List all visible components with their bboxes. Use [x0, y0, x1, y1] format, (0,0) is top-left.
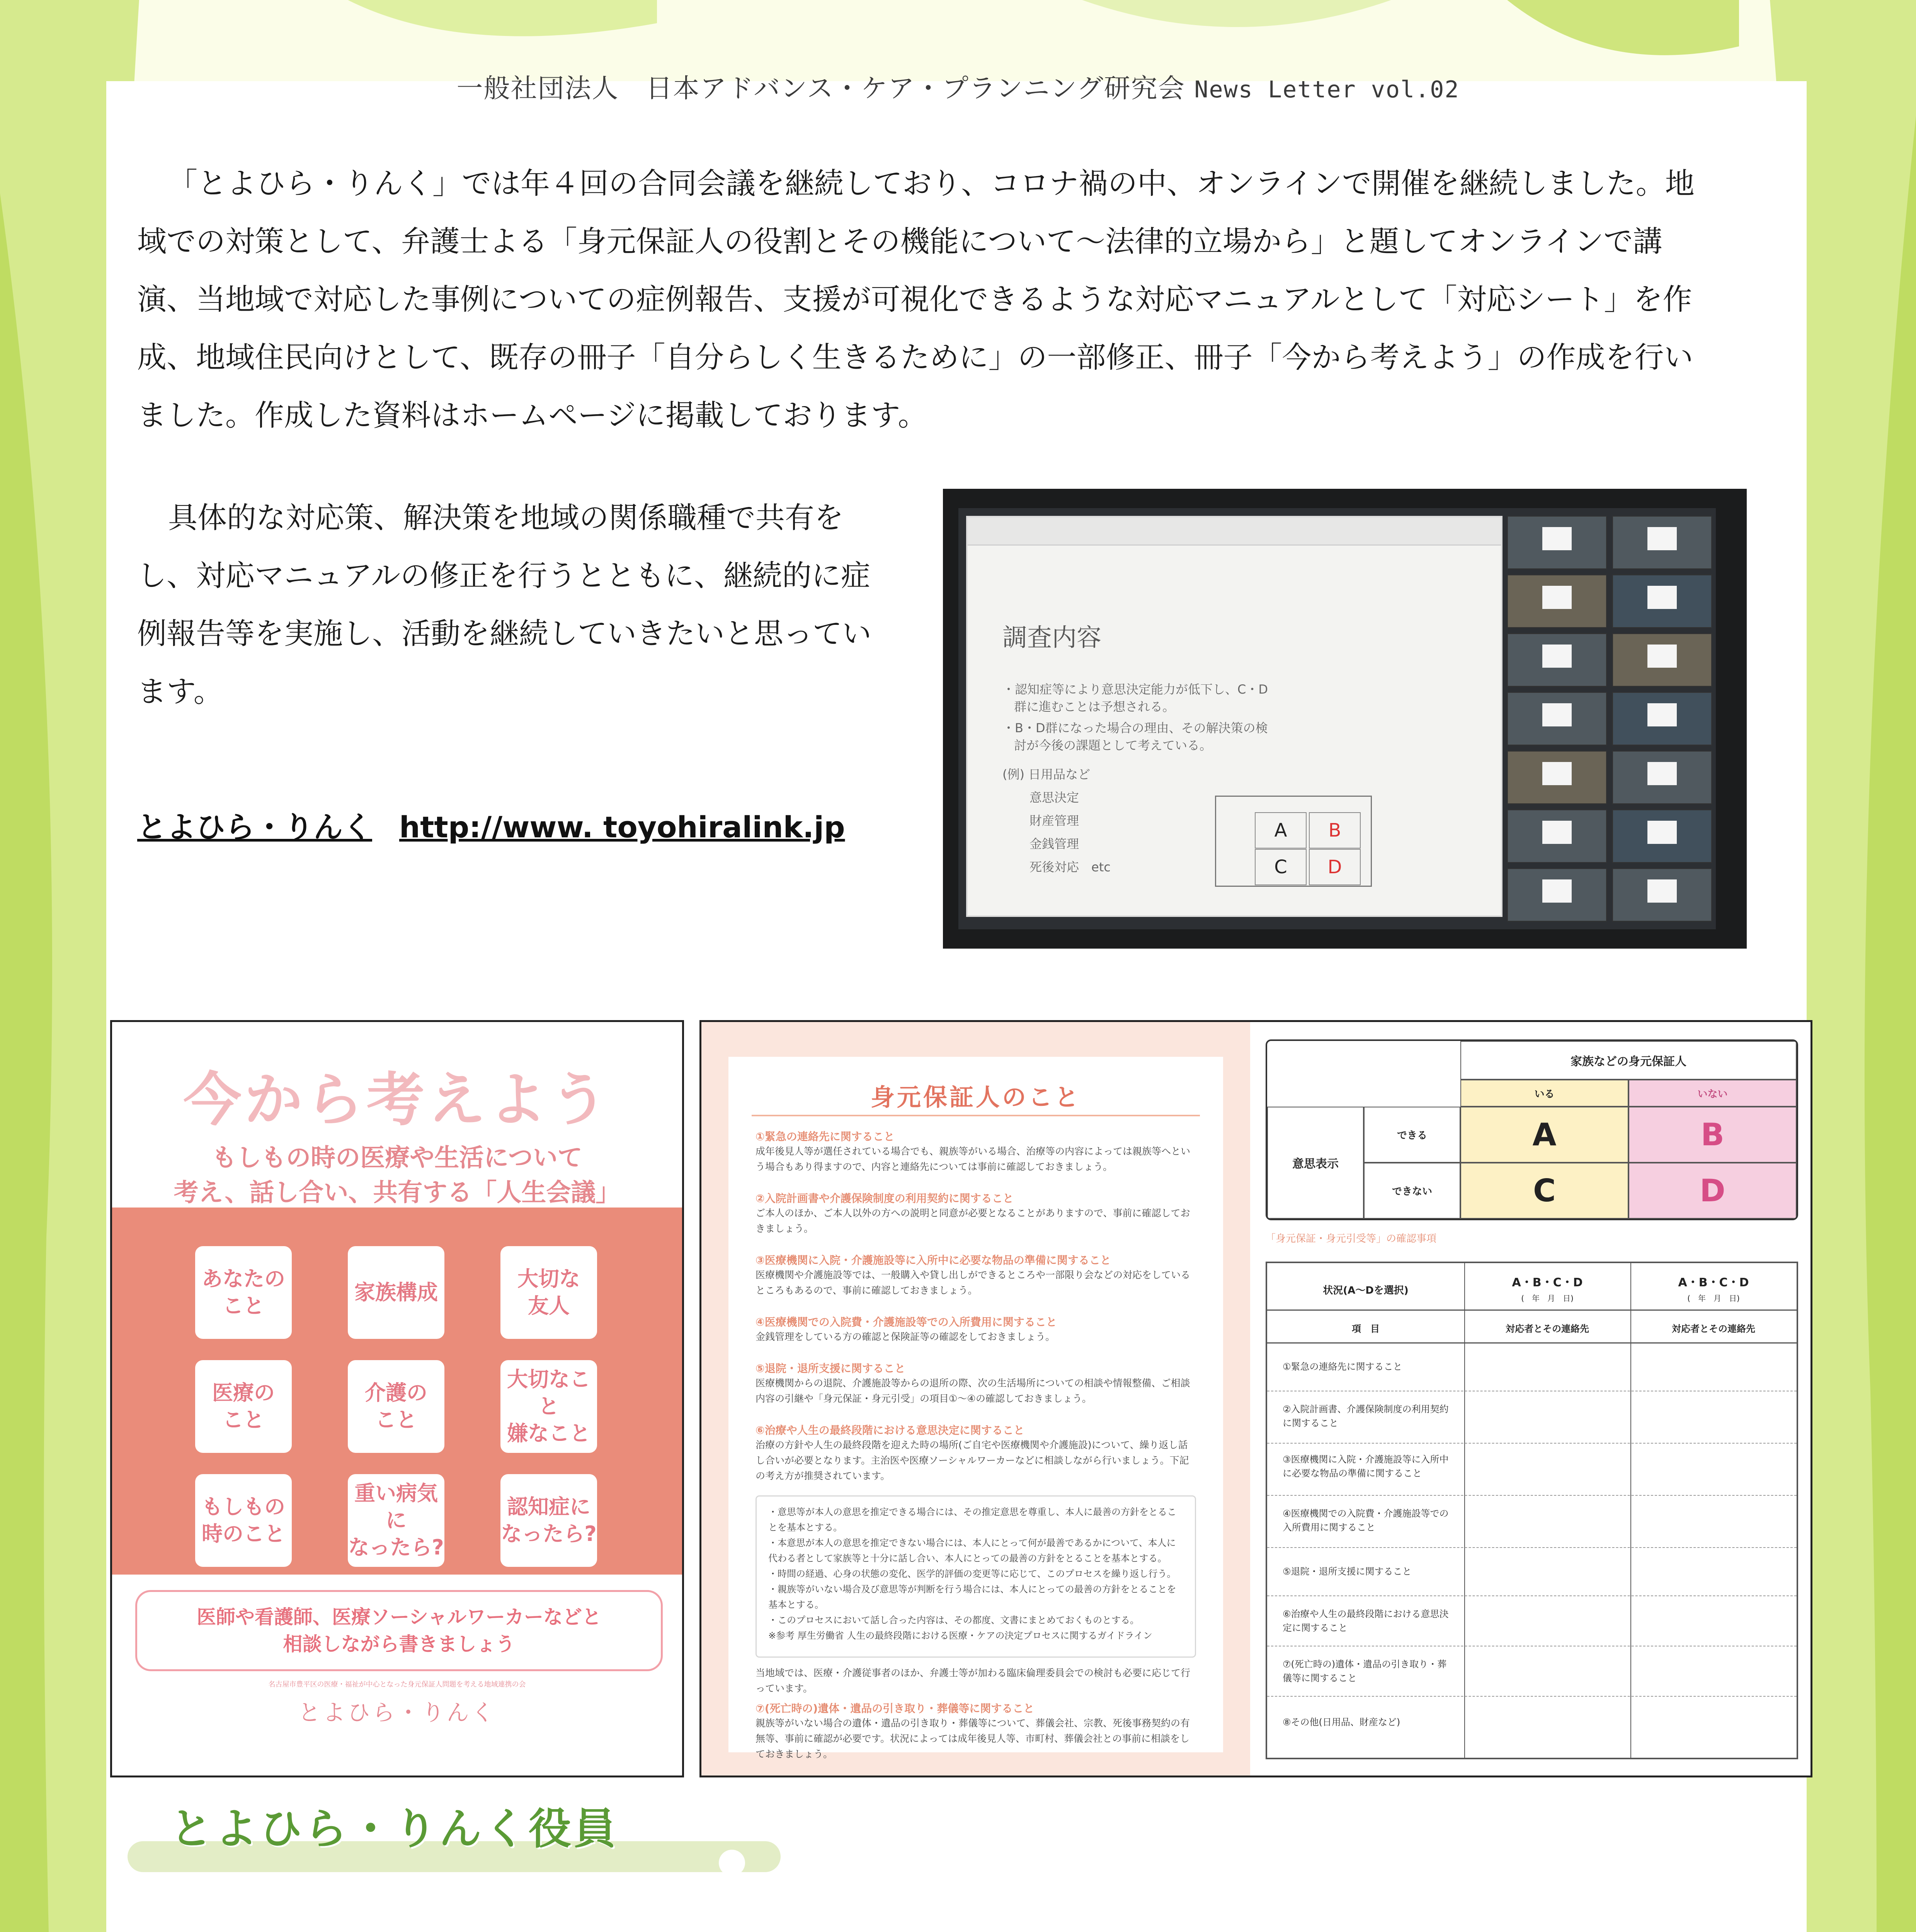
- matrix-col-iru: いる: [1460, 1080, 1628, 1107]
- item-body: 治療の方針や人生の最終段階を迎えた時の場所(ご自宅や医療機関や介護施設)について、繰り返し話し合いが必要となります。主治医や医療ソーシャルワーカーなどに相談しながら行いましょう。下記の考え方が推奨されています。: [756, 1439, 1189, 1481]
- matrix-cell-d: D: [1628, 1163, 1797, 1219]
- website-link-line[interactable]: [137, 804, 872, 846]
- item-body: 医療機関や介護施設等では、一般購入や貸し出しができるところや一部限り会などの対応をしているところもあるので、事前に確認しておきましょう。: [756, 1269, 1191, 1296]
- matrix-row-dekinai: できない: [1364, 1163, 1460, 1219]
- guarantor-item: [756, 1252, 1196, 1298]
- name-char: [596, 1927, 625, 1932]
- matrix-cell: C: [1255, 849, 1307, 885]
- spread-left-page: [701, 1022, 1250, 1776]
- item-heading: ⑤退院・退所支援に関すること: [756, 1362, 905, 1375]
- participant-tile: [1507, 868, 1607, 922]
- document-line: 群に進むことは予想される。: [1014, 699, 1175, 714]
- brochure-cover: [110, 1020, 684, 1777]
- cover-tile: もしもの 時のこと: [195, 1474, 292, 1567]
- cover-tile: あなたの こと: [195, 1246, 292, 1339]
- officer-role: [184, 1927, 361, 1932]
- item-heading: ③医療機関に入院・介護施設等に入所中に必要な物品の準備に関すること: [756, 1254, 1111, 1267]
- cover-publisher: とよひら・りんく: [298, 1699, 496, 1726]
- link-url[interactable]: http://www. toyohiralink.jp: [399, 810, 845, 844]
- officers-title: とよひら・りんく役員: [170, 1804, 618, 1854]
- participant-tile: [1612, 868, 1712, 922]
- column-divider: [1464, 1263, 1465, 1758]
- participant-tile: [1612, 692, 1712, 745]
- document-line: ・認知症等により意思決定能力が低下し、C・D: [1002, 682, 1268, 697]
- guarantor-item: [756, 1422, 1196, 1484]
- table-row: [1267, 1310, 1797, 1311]
- guarantor-title: 身元保証人のこと: [870, 1083, 1081, 1111]
- table-row: [1267, 1547, 1797, 1548]
- item-heading: ①緊急の連絡先に関すること: [756, 1130, 895, 1143]
- checklist-item: ⑧その他(日用品、財産など): [1283, 1717, 1400, 1728]
- document-item: 意思決定: [1029, 790, 1079, 805]
- document-line: ・B・D群になった場合の理由、その解決策の検: [1002, 721, 1268, 735]
- participant-video-grid: [1507, 516, 1712, 922]
- document-title: 調査内容: [1002, 624, 1101, 652]
- col-abcd: A・B・C・D: [1678, 1276, 1749, 1289]
- matrix-cell-b: B: [1628, 1107, 1797, 1163]
- participant-tile: [1612, 633, 1712, 687]
- newsletter-header: [0, 68, 1916, 105]
- column-divider: [1630, 1263, 1631, 1758]
- brochure-spread: [699, 1020, 1812, 1777]
- table-row: [1267, 1342, 1797, 1344]
- name-char: [500, 1927, 529, 1932]
- role-char: [332, 1927, 361, 1932]
- item-body: 金銭管理をしている方の確認と保険証等の確認をしておきましょう。: [756, 1331, 1055, 1342]
- item-body: 医療機関からの退院、介護施設等からの退所の際、次の生活場所についての相談や情報整備、ご相談内容の引継や「身元保証・身元引受」の項目①～④の確認しておきましょう。: [756, 1378, 1190, 1404]
- guarantor-item: [756, 1128, 1196, 1175]
- matrix-cell: D: [1309, 849, 1361, 885]
- second-paragraph: 具体的な対応策、解決策を地域の関係職種で共有をし、対応マニュアルの修正を行うとともに、継続的に症例報告等を実施し、活動を継続していきたいと思っています。: [137, 500, 871, 709]
- cover-tile: 家族構成: [348, 1246, 444, 1339]
- divider: [752, 1115, 1200, 1116]
- checklist-item: ⑤退院・退所支援に関すること: [1283, 1566, 1412, 1577]
- guideline-note-box: [756, 1495, 1196, 1658]
- officers-table: [164, 1917, 1157, 1932]
- checklist-item: ①緊急の連絡先に関すること: [1283, 1361, 1402, 1372]
- item-heading: ②入院計画書や介護保険制度の利用契約に関すること: [756, 1192, 1014, 1205]
- cover-tile-band: [112, 1208, 682, 1575]
- matrix-row-label: 意思表示: [1267, 1107, 1364, 1219]
- date-hint: ( 年 月 日): [1521, 1294, 1574, 1303]
- guarantor-item: [756, 1190, 1196, 1236]
- role-char: [184, 1927, 213, 1932]
- item-body: 成年後見人等が選任されている場合でも、親族等がいる場合、治療等の内容によっては親族等へという場合もあり得ますので、内容と連絡先については事前に確認しておきましょう。: [756, 1146, 1191, 1172]
- document-toolbar: [968, 517, 1501, 546]
- col-abcd: A・B・C・D: [1512, 1276, 1583, 1289]
- checklist-item: ③医療機関に入院・介護施設等に入所中に必要な物品の準備に関すること: [1283, 1454, 1449, 1479]
- cover-subtitle: もしもの時の医療や生活について: [212, 1144, 582, 1172]
- cover-tile: 認知症に なったら?: [500, 1474, 597, 1567]
- name-char: [452, 1927, 482, 1932]
- document-item: 金銭管理: [1029, 837, 1079, 851]
- note-line: ・意思等が本人の意思を推定できる場合には、その推定意思を尊重し、本人に最善の方針をとることを基本とする。: [768, 1507, 1176, 1533]
- participant-tile: [1507, 751, 1607, 804]
- item-heading: ④医療機関での入院費・介護施設等での入所費用に関すること: [756, 1316, 1057, 1328]
- cover-subtitle: 考え、話し合い、共有する「人生会議」: [174, 1179, 621, 1207]
- monitor-screen: [958, 508, 1716, 929]
- cover-tile: 医療の こと: [195, 1360, 292, 1453]
- participant-tile: [1612, 810, 1712, 863]
- document-line: (例) 日用品など: [1002, 767, 1091, 782]
- cover-small-text: 名古屋市豊平区の医療・福祉が中心となった身元保証人問題を考える地域連携の会: [268, 1680, 526, 1689]
- document-item: 財産管理: [1029, 813, 1079, 828]
- cover-title: 今から考えよう: [183, 1066, 611, 1134]
- checklist-item: ②入院計画書、介護保険制度の利用契約に関すること: [1283, 1404, 1449, 1429]
- guarantor-item: [756, 1360, 1196, 1406]
- note-line: ・親族等がいない場合及び意思等が判断を行う場合には、本人にとっての最善の方針をとることを基本とする。: [768, 1584, 1176, 1610]
- note-line: ※参考 厚生労働省 人生の最終段階における医療・ケアの決定プロセスに関するガイドライン: [768, 1630, 1152, 1641]
- matrix-cell: A: [1255, 812, 1307, 849]
- col-item: 項 目: [1352, 1323, 1380, 1334]
- checklist-title: 「身元保証・身元引受等」の確認事項: [1266, 1233, 1437, 1245]
- checklist-item: ⑦(死亡時の)遺体・遺品の引き取り・葬儀等に関すること: [1283, 1659, 1447, 1684]
- date-hint: ( 年 月 日): [1687, 1294, 1740, 1303]
- item-body: 親族等がいない場合の遺体・遺品の引き取り・葬儀等について、葬儀会社、宗教、死後事務契約の有無等、事前に確認が必要です。状況によっては成年後見人等、市町村、葬儀会社との事前に相談をしておきましょう。: [756, 1718, 1190, 1760]
- participant-tile: [1612, 516, 1712, 569]
- table-row: [1267, 1696, 1797, 1697]
- note-line: ・このプロセスにおいて話し合った内容は、その都度、文書にまとめておくものとする。: [768, 1615, 1139, 1626]
- table-row: [1267, 1495, 1797, 1496]
- officers-banner: [128, 1795, 784, 1872]
- online-meeting-photo: [943, 489, 1747, 949]
- participant-tile: [1507, 575, 1607, 628]
- officer-name: [452, 1927, 672, 1932]
- participant-tile: [1507, 516, 1607, 569]
- document-line: 討が今後の課題として考えている。: [1014, 738, 1212, 753]
- col-contact: 対応者とその連絡先: [1506, 1323, 1589, 1334]
- note-line: ・時間の経過、心身の状態の変化、医学的評価の変更等に応じて、このプロセスを繰り返し行う。: [768, 1568, 1176, 1579]
- matrix-cell-a: A: [1460, 1107, 1628, 1163]
- link-name: とよひら・りんく: [137, 810, 372, 844]
- cover-tile: 大切なこと 嫌なこと: [500, 1360, 597, 1453]
- table-row: [1267, 1595, 1797, 1596]
- document-matrix: [1215, 796, 1372, 887]
- matrix-cell: B: [1309, 812, 1361, 849]
- item-body: 当地域では、医療・介護従事者のほか、弁護士等が加わる臨床倫理委員会での検討も必要に応じて行っています。: [756, 1667, 1191, 1694]
- participant-tile: [1507, 810, 1607, 863]
- checklist-table: [1266, 1262, 1798, 1759]
- guarantor-matrix: [1266, 1039, 1798, 1220]
- shared-document: [966, 516, 1503, 917]
- participant-tile: [1612, 575, 1712, 628]
- table-row: [1267, 1443, 1797, 1444]
- guarantor-card: [728, 1057, 1223, 1760]
- checklist-item: ⑥治療や人生の最終段階における意思決定に関すること: [1283, 1609, 1449, 1633]
- matrix-row-dekiru: できる: [1364, 1107, 1460, 1163]
- participant-tile: [1612, 751, 1712, 804]
- cover-tile: 重い病気に なったら?: [348, 1474, 444, 1567]
- item-heading: ⑥治療や人生の最終段階における意思決定に関すること: [756, 1424, 1024, 1437]
- checklist-item: ④医療機関での入院費・介護施設等での入所費用に関すること: [1283, 1508, 1449, 1533]
- col-status: 状況(A～Dを選択): [1323, 1285, 1409, 1296]
- item-body: ご本人のほか、ご本人以外の方への説明と同意が必要となることがありますので、事前に確認しておきましょう。: [756, 1208, 1190, 1234]
- matrix-cell-c: C: [1460, 1163, 1628, 1219]
- item-heading: ⑦(死亡時の)遺体・遺品の引き取り・葬儀等に関すること: [756, 1702, 1035, 1715]
- document-item: 死後対応 etc: [1029, 860, 1111, 874]
- participant-tile: [1507, 633, 1607, 687]
- guarantor-after-note: [756, 1665, 1196, 1696]
- cover-tile: 大切な 友人: [500, 1246, 597, 1339]
- name-char: [548, 1927, 577, 1932]
- note-line: ・本意思が本人の意思を推定できない場合には、本人にとって何が最善であるかについて、本人に代わる者として家族等と十分に話し合い、本人にとっての最善の方針をとることを基本とする。: [768, 1537, 1176, 1564]
- guarantor-item: [756, 1314, 1196, 1345]
- spread-right-page: [1258, 1022, 1811, 1776]
- cover-tile: 介護の こと: [348, 1360, 444, 1453]
- header-newsletter: News Letter vol.02: [1194, 76, 1460, 103]
- matrix-col-inai: いない: [1628, 1080, 1797, 1107]
- matrix-header: 家族などの身元保証人: [1460, 1041, 1797, 1080]
- cover-advice-box: 医師や看護師、医療ソーシャルワーカーなどと 相談しながら書きましょう: [135, 1590, 663, 1671]
- header-org: 一般社団法人 日本アドバンス・ケア・プランニング研究会: [456, 73, 1185, 104]
- banner-dot: [719, 1850, 745, 1876]
- officer-row: [164, 1917, 1157, 1932]
- col-contact: 対応者とその連絡先: [1672, 1323, 1755, 1334]
- intro-paragraph: 「とよひら・りんく」では年４回の合同会議を継続しており、コロナ禍の中、オンラインで開催を継続しました。地域での対策として、弁護士よる「身元保証人の役割とその機能について～法律的立場から」と題してオンラインで講演、当地域で対応した事例についての症例報告、支援が可視化できるような対応マニュアルとして「対応シート」を作成、地域住民向けとして、既存の冊子「自分らしく生きるために」の一部修正、冊子「今から考えよう」の作成を行いました。作成した資料はホームページに掲載しております。: [137, 166, 1695, 432]
- participant-tile: [1507, 692, 1607, 745]
- name-char: [643, 1927, 672, 1932]
- guarantor-item: [756, 1700, 1196, 1762]
